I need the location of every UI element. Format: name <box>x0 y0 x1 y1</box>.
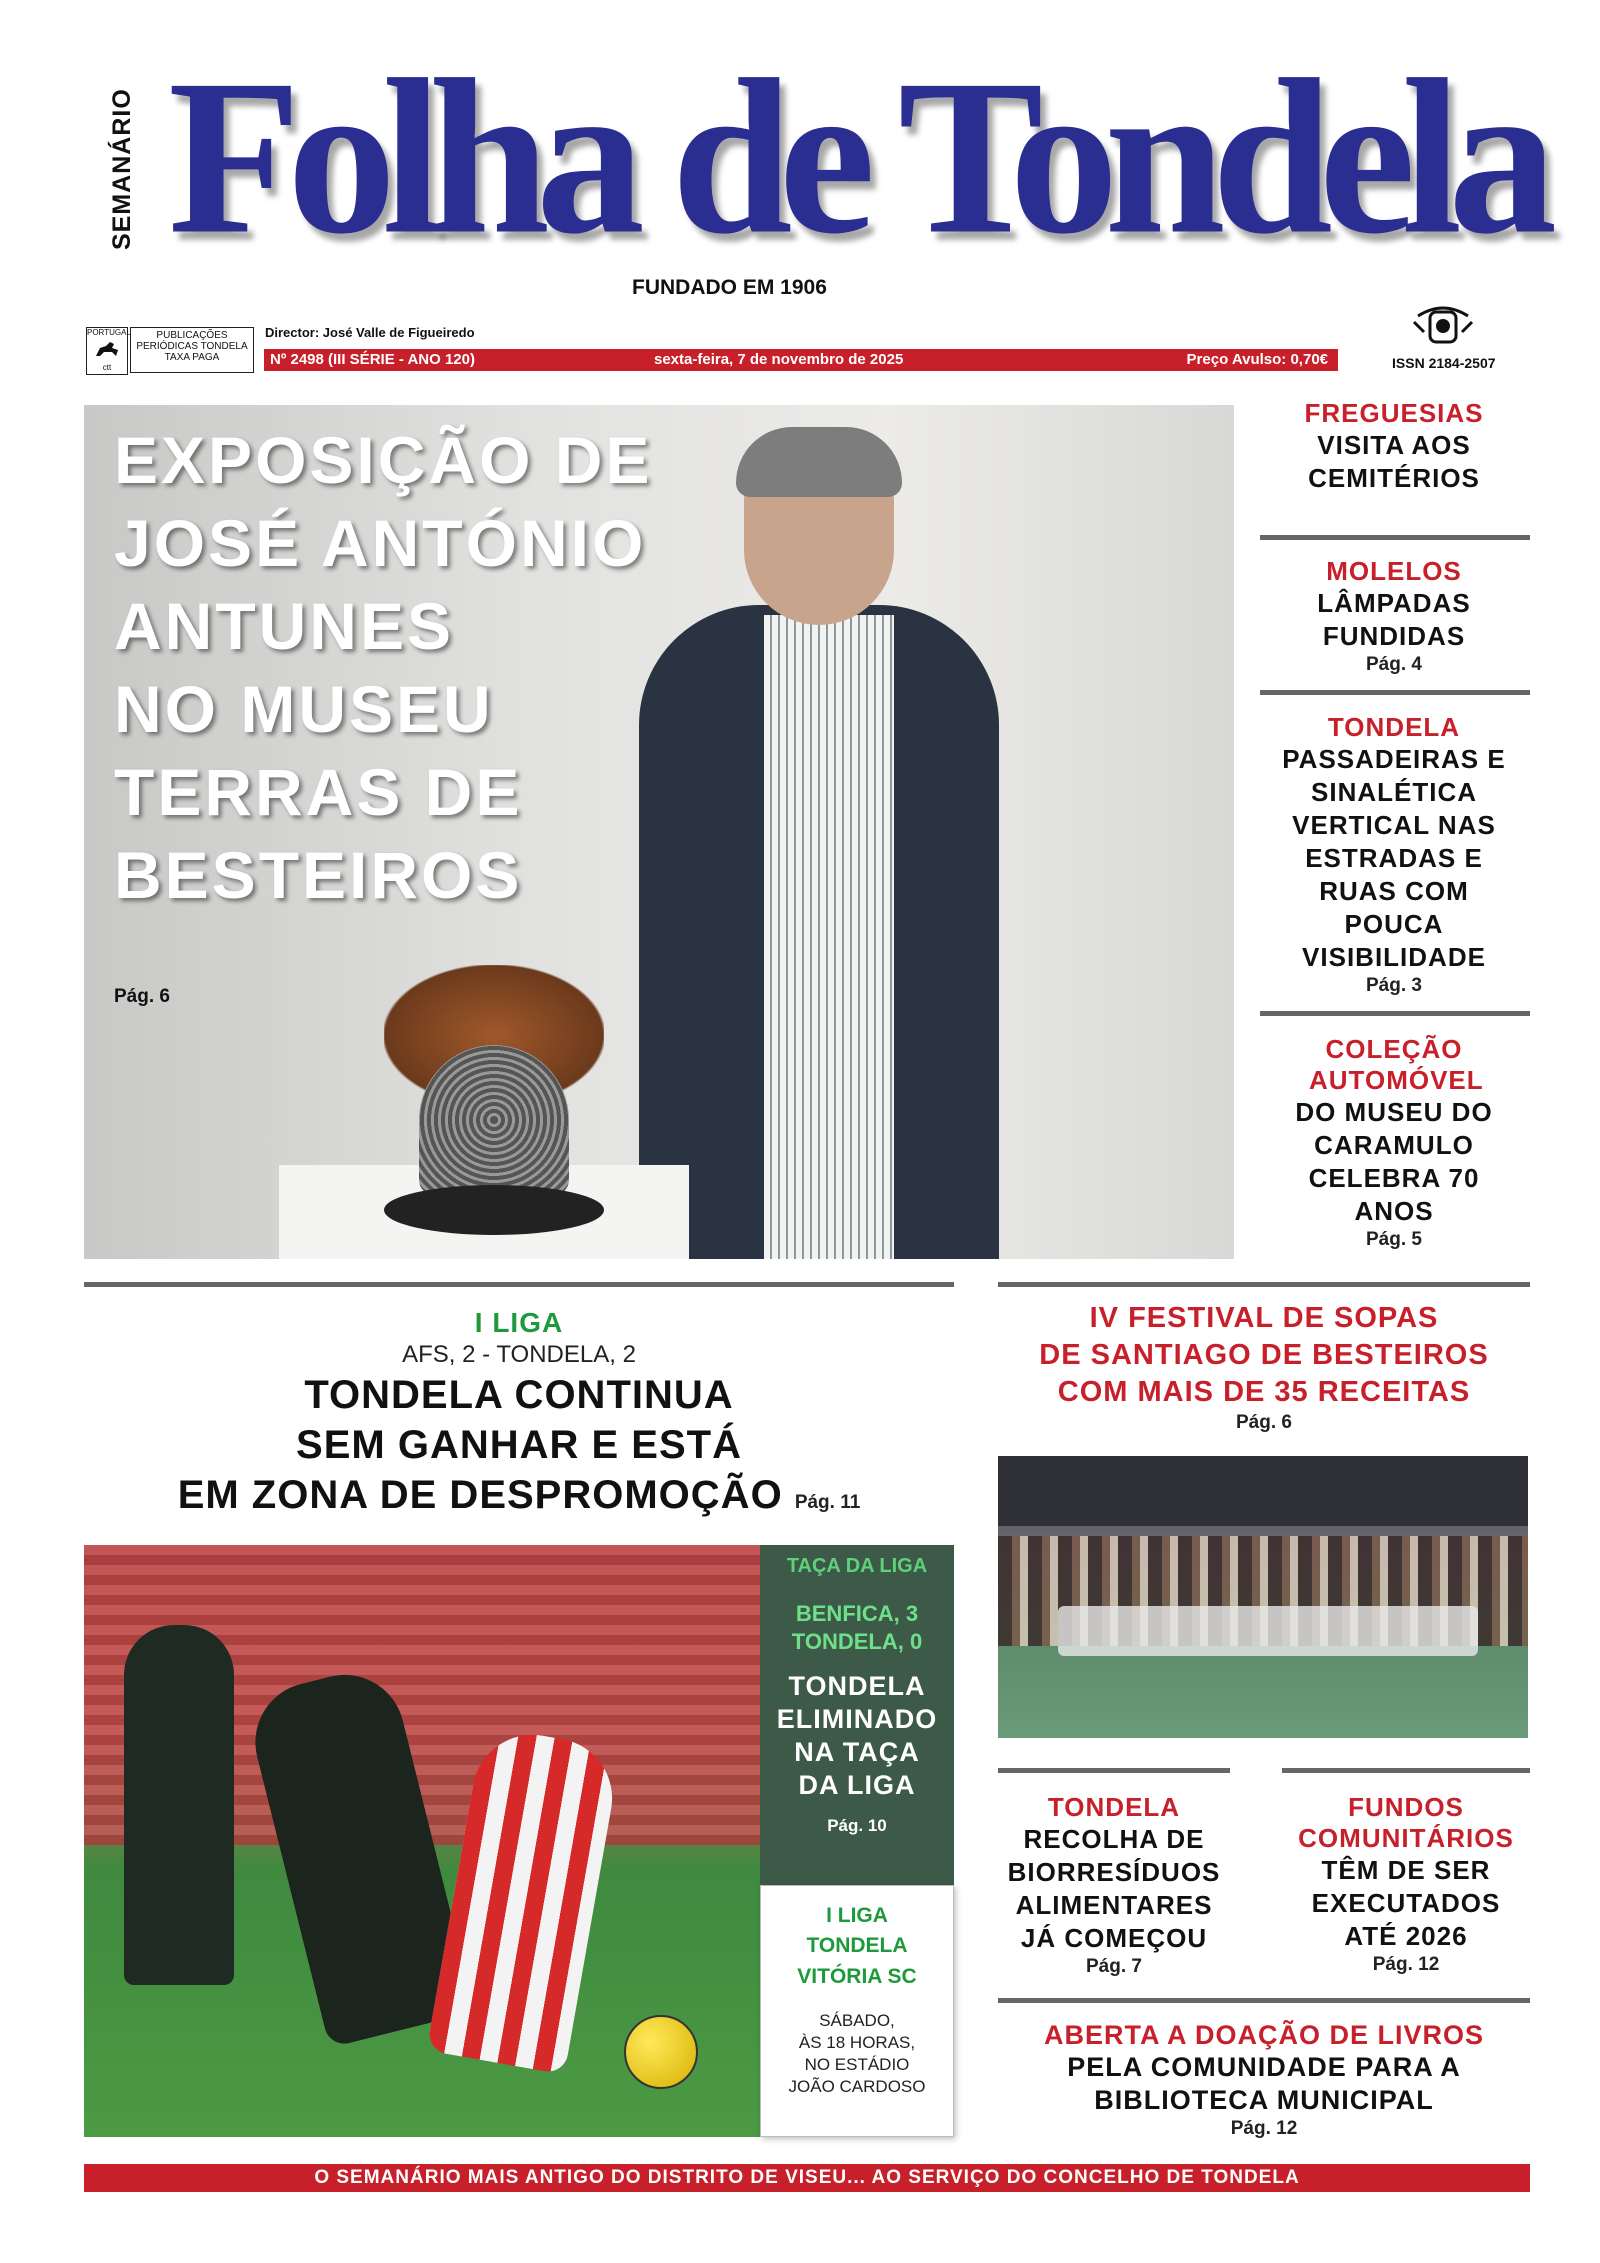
biorresiduos-line: RECOLHA DE <box>1023 1824 1205 1854</box>
sport-page: Pág. 11 <box>794 1492 861 1513</box>
cup-headline <box>760 1670 954 1802</box>
bottom-divider <box>998 1768 1230 1773</box>
cup-headline-line: DA LIGA <box>798 1770 916 1800</box>
cup-score-line: BENFICA, 3 <box>795 1601 919 1626</box>
biorresiduos-line: ALIMENTARES <box>1015 1890 1213 1920</box>
masthead <box>0 0 1600 390</box>
sidebar-page: Pág. 3 <box>1366 975 1422 996</box>
books-headline <box>998 2051 1530 2117</box>
bottom-divider <box>1282 1768 1530 1773</box>
sidebar-item-molelos <box>1258 556 1530 677</box>
sport-headline <box>84 1370 954 1520</box>
next-game-box <box>760 1885 954 2137</box>
festival-headline-line: COM MAIS DE 35 RECEITAS <box>1057 1376 1471 1408</box>
books-line: PELA COMUNIDADE PARA A <box>1067 2052 1461 2082</box>
cup-headline-line: ELIMINADO <box>776 1704 938 1734</box>
fundos-headline <box>1270 1854 1542 1953</box>
festival-photo <box>998 1456 1528 1738</box>
section-divider <box>84 1282 954 1287</box>
sport-header <box>84 1306 954 1520</box>
festival-headline-line: DE SANTIAGO DE BESTEIROS <box>1039 1339 1489 1371</box>
sport-kicker: I LIGA <box>474 1307 564 1338</box>
festival-headline-line: IV FESTIVAL DE SOPAS <box>1089 1302 1439 1334</box>
sidebar-headline: DO MUSEU DO CARAMULO CELEBRA 70 ANOS <box>1295 1097 1493 1226</box>
lead-headline-line: JOSÉ ANTÓNIO <box>114 506 647 580</box>
sidebar-page: Pág. 4 <box>1366 654 1422 675</box>
issue-date: sexta-feira, 7 de novembro de 2025 <box>654 351 904 368</box>
sidebar-divider <box>1260 1011 1530 1016</box>
footer-slogan: O SEMANÁRIO MAIS ANTIGO DO DISTRITO DE VISEU... AO SERVIÇO DO CONCELHO DE TONDELA <box>84 2164 1530 2192</box>
cup-page: Pág. 10 <box>827 1816 887 1835</box>
lead-headline-line: ANTUNES <box>114 589 455 663</box>
sculpture-base <box>384 1185 604 1235</box>
sport-headline-line: SEM GANHAR E ESTÁ <box>296 1423 742 1467</box>
fundos-kicker-line: FUNDOS <box>1348 1792 1464 1822</box>
director-line: Director: José Valle de Figueiredo <box>265 325 475 340</box>
next-game-kicker: I LIGA <box>826 1904 888 1927</box>
next-game-info-line: JOÃO CARDOSO <box>788 2077 926 2096</box>
issue-number: Nº 2498 (III SÉRIE - ANO 120) <box>270 351 475 368</box>
football-photo <box>84 1545 760 2137</box>
masthead-title: Folha de Tondela <box>168 34 1544 281</box>
sidebar-headline: PASSADEIRAS E SINALÉTICA VERTICAL NAS ESTRADAS E RUAS COM POUCA VISIBILIDADE <box>1282 744 1506 972</box>
fundos-page: Pág. 12 <box>1372 1954 1440 1975</box>
next-game-info-line: SÁBADO, <box>819 2011 895 2030</box>
cup-headline-line: TONDELA <box>788 1671 926 1701</box>
next-game-info-line: ÀS 18 HORAS, <box>798 2033 916 2052</box>
coat-of-arms-icon <box>1410 302 1476 348</box>
issue-price: Preço Avulso: 0,70€ <box>1186 351 1328 368</box>
fundos-line: ATÉ 2026 <box>1344 1921 1468 1951</box>
cup-headline-line: NA TAÇA <box>794 1737 920 1767</box>
fundos-line: TÊM DE SER <box>1321 1855 1491 1885</box>
biorresiduos-story <box>986 1792 1242 1979</box>
issue-band <box>264 349 1338 371</box>
biorresiduos-page: Pág. 7 <box>1086 1956 1142 1977</box>
tables <box>1058 1606 1478 1656</box>
cup-score-line: TONDELA, 0 <box>791 1629 923 1654</box>
festival-headline <box>998 1300 1530 1411</box>
sidebar-divider <box>1260 690 1530 695</box>
sidebar-kicker: FREGUESIAS <box>1304 398 1484 428</box>
festival-page: Pág. 6 <box>1236 1412 1292 1433</box>
next-game-match <box>761 1930 953 1992</box>
player-black-1 <box>124 1625 234 1985</box>
lead-headline-line: TERRAS DE <box>114 755 523 829</box>
football-ball <box>624 2015 698 2089</box>
semanario-label: SEMANÁRIO <box>108 88 136 250</box>
lead-page: Pág. 6 <box>114 986 170 1007</box>
cup-kicker: TAÇA DA LIGA <box>786 1555 928 1577</box>
postal-box-country: PORTUGAL <box>87 328 131 337</box>
lead-headline-line: EXPOSIÇÃO DE <box>114 423 653 497</box>
sport-headline-line: TONDELA CONTINUA <box>304 1373 734 1417</box>
fundos-story <box>1270 1792 1542 1977</box>
fundos-line: EXECUTADOS <box>1311 1888 1501 1918</box>
lead-headline <box>114 419 754 917</box>
books-line: BIBLIOTECA MUNICIPAL <box>1094 2085 1434 2115</box>
next-game-team: TONDELA <box>806 1934 908 1957</box>
next-game-team: VITÓRIA SC <box>797 1965 917 1988</box>
sidebar-divider <box>1260 535 1530 540</box>
books-story <box>998 2020 1530 2141</box>
horse-rider-icon <box>92 338 122 360</box>
biorresiduos-headline <box>986 1823 1242 1955</box>
sidebar-headline: VISITA AOS CEMITÉRIOS <box>1308 430 1480 493</box>
sidebar-headline: LÂMPADAS FUNDIDAS <box>1317 588 1471 651</box>
festival-header <box>998 1300 1530 1435</box>
biorresiduos-line: JÁ COMEÇOU <box>1020 1923 1208 1953</box>
periodicals-box: PUBLICAÇÕES PERIÓDICAS TONDELA TAXA PAGA <box>130 327 254 373</box>
bottom-divider <box>998 1998 1530 2003</box>
sculpture-body <box>419 1045 569 1195</box>
sidebar-item-freguesias <box>1258 398 1530 495</box>
sidebar-item-colecao <box>1258 1034 1530 1252</box>
books-kicker: ABERTA A DOAÇÃO DE LIVROS <box>1043 2020 1484 2050</box>
sidebar-kicker: MOLELOS <box>1326 556 1462 586</box>
hall-ceiling <box>998 1456 1528 1526</box>
sidebar-item-tondela <box>1258 712 1530 998</box>
sport-headline-last: EM ZONA DE DESPROMOÇÃO <box>177 1473 783 1517</box>
man-hair <box>736 427 902 497</box>
sidebar-kicker: COLEÇÃO AUTOMÓVEL <box>1309 1034 1484 1095</box>
next-game-info <box>761 2010 953 2098</box>
sport-headline-line <box>84 1470 954 1520</box>
lead-headline-line: NO MUSEU <box>114 672 494 746</box>
cup-score <box>760 1600 954 1656</box>
biorresiduos-line: BIORRESÍDUOS <box>1007 1857 1221 1887</box>
sidebar-page: Pág. 5 <box>1366 1229 1422 1250</box>
ctt-label: ctt <box>102 363 112 372</box>
section-divider <box>998 1282 1530 1287</box>
man-shirt <box>764 615 894 1259</box>
lead-headline-line: BESTEIROS <box>114 838 523 912</box>
lead-photo <box>84 405 1234 1259</box>
next-game-info-line: NO ESTÁDIO <box>804 2055 910 2074</box>
founded-label: FUNDADO EM 1906 <box>632 276 827 299</box>
fundos-kicker <box>1270 1792 1542 1854</box>
sport-score: AFS, 2 - TONDELA, 2 <box>402 1341 636 1368</box>
issn-label: ISSN 2184-2507 <box>1392 355 1496 371</box>
books-page: Pág. 12 <box>1230 2118 1298 2139</box>
fundos-kicker-line: COMUNITÁRIOS <box>1298 1823 1514 1853</box>
sidebar-kicker: TONDELA <box>1327 712 1461 742</box>
cup-box <box>760 1545 954 1885</box>
postal-box <box>86 327 131 375</box>
biorresiduos-kicker: TONDELA <box>1047 1792 1181 1822</box>
